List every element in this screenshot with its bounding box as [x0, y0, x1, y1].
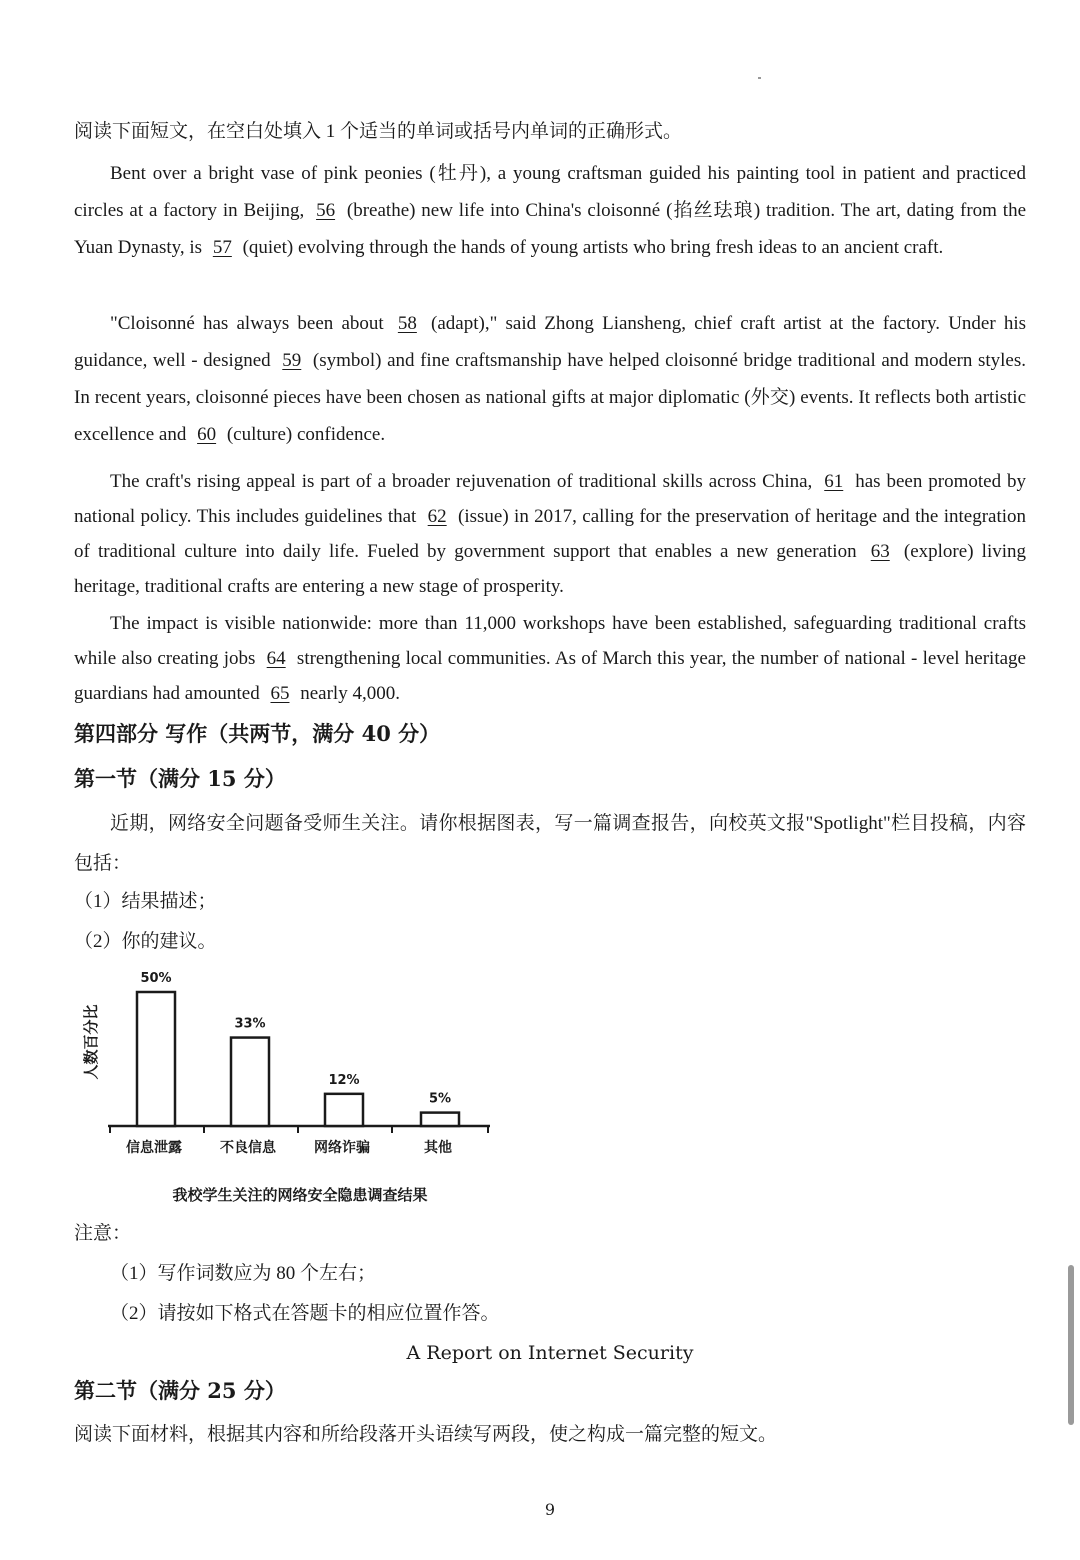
blank-58[interactable]: 58	[397, 313, 417, 334]
notes-item-2: （2）请按如下格式在答题卡的相应位置作答。	[110, 1303, 500, 1324]
passage-text: (culture) confidence.	[226, 424, 386, 445]
passage-text: (breathe) new life into China's cloisonné (掐丝珐琅) tradition. The art, dating from the Yuan Dynasty, is	[74, 200, 1026, 258]
blank-65[interactable]: 65	[270, 683, 290, 704]
blank-59[interactable]: 59	[282, 350, 302, 371]
task-item-1: （1）结果描述；	[74, 891, 217, 912]
notes-item-1: （1）写作词数应为 80 个左右；	[110, 1263, 377, 1284]
bar-3	[421, 1113, 459, 1126]
section2-instruction: 阅读下面材料，根据其内容和所给段落开头语续写两段，使之构成一篇完整的短文。	[74, 1424, 778, 1445]
instruction-text: 阅读下面短文，在空白处填入 1 个适当的单词或括号内单词的正确形式。	[74, 121, 683, 142]
chart-category-labels	[126, 1139, 452, 1156]
notes-label: 注意：	[74, 1223, 132, 1244]
category-label-1: 不良信息	[220, 1140, 276, 1156]
task-item-2: （2）你的建议。	[74, 931, 217, 952]
passage-paragraph-4	[74, 606, 1026, 711]
passage-text: nearly 4,000.	[300, 683, 400, 704]
bar-2	[325, 1094, 363, 1126]
chart-title: 我校学生关注的网络安全隐患调查结果	[172, 1186, 428, 1204]
bar-1	[231, 1038, 269, 1126]
passage-text: (explore) living heritage, traditional crafts are entering a new stage of prosperity.	[74, 541, 1027, 597]
task-intro: 近期，网络安全问题备受师生关注。请你根据图表，写一篇调查报告，向校英文报"Spotlight"栏目投稿，内容包括：	[74, 813, 1026, 874]
passage-text: "Cloisonné has always been about	[110, 313, 384, 334]
passage-text: (adapt)," said Zhong Liansheng, chief craft artist at the factory. Under his guidance, well - designed	[74, 313, 1027, 371]
blank-60[interactable]: 60	[197, 424, 217, 445]
passage-text: strengthening local communities. As of March this year, the number of national - level heritage guardians had amounted	[74, 648, 1026, 704]
blank-56[interactable]: 56	[316, 200, 336, 221]
passage-text: Bent over a bright vase of pink peonies (牡丹), a young craftsman guided his painting tool in patient and practiced circles at a factory in Beijing,	[74, 163, 1026, 221]
bar-value-label-0: 50%	[140, 971, 172, 986]
blank-63[interactable]: 63	[870, 541, 890, 562]
scrollbar-thumb[interactable]	[1068, 1265, 1074, 1425]
passage-text: The impact is visible nationwide: more than 11,000 workshops have been established, safeguarding traditional crafts while also creating jobs	[74, 613, 1026, 669]
survey-bar-chart	[70, 960, 510, 1210]
chart-bars	[137, 992, 459, 1126]
section2-heading: 第二节（满分 25 分）	[74, 1378, 286, 1403]
report-title: A Report on Internet Security	[406, 1342, 694, 1364]
category-label-3: 其他	[424, 1140, 452, 1156]
bar-value-label-3: 5%	[428, 1091, 452, 1107]
passage-text: The craft's rising appeal is part of a broader rejuvenation of traditional skills across China,	[110, 471, 813, 492]
blank-62[interactable]: 62	[427, 506, 447, 527]
section1-heading: 第一节（满分 15 分）	[74, 766, 286, 791]
bar-value-label-2: 12%	[328, 1072, 360, 1088]
chart-data-labels	[140, 971, 451, 1107]
page-number: 9	[544, 1500, 556, 1519]
blank-64[interactable]: 64	[266, 648, 286, 669]
passage-text: has been promoted by national policy. This includes guidelines that	[74, 471, 1027, 527]
passage-text: (symbol) and fine craftsmanship have helped cloisonné bridge traditional and modern styles. In recent years, cloisonné pieces have been chosen as national gifts at major diplomatic (外交) events. It reflects both artistic excellence and	[74, 350, 1026, 445]
bar-0	[137, 992, 175, 1126]
blank-61[interactable]: 61	[824, 471, 844, 492]
bar-value-label-1: 33%	[234, 1016, 266, 1032]
passage-paragraph-3	[74, 464, 1026, 604]
chart-ylabel: 人数百分比	[82, 1004, 100, 1080]
passage-text: (quiet) evolving through the hands of young artists who bring fresh ideas to an ancient craft.	[242, 237, 944, 258]
category-label-2: 网络诈骗	[314, 1140, 370, 1156]
scan-speck	[758, 77, 761, 79]
passage-paragraph-2	[74, 305, 1026, 453]
passage-paragraph-1	[74, 155, 1026, 266]
blank-57[interactable]: 57	[212, 237, 232, 258]
passage-text: (issue) in 2017, calling for the preservation of heritage and the integration of traditional culture into daily life. Fueled by government support that enables a new generation	[74, 506, 1027, 562]
part4-heading: 第四部分 写作（共两节，满分 40 分）	[74, 721, 441, 746]
category-label-0: 信息泄露	[126, 1140, 182, 1156]
